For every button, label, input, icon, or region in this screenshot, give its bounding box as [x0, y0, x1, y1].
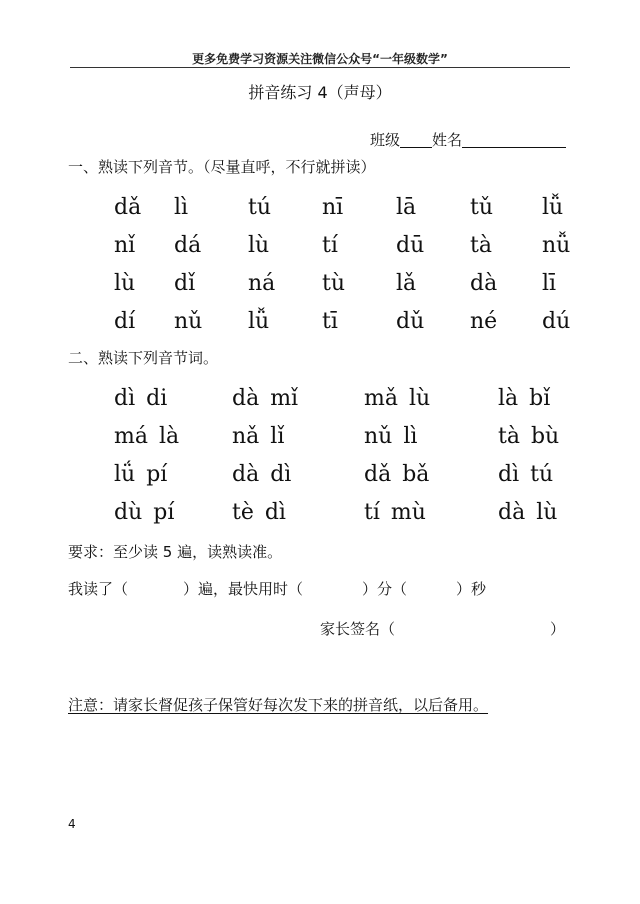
section1-heading: 一、熟读下列音节。（尽量直呼，不行就拼读） — [68, 158, 376, 176]
syllable-r1-c2: lì — [174, 195, 189, 220]
syllable-r2-c5: dū — [396, 233, 425, 258]
syllable-r3-c6: dà — [470, 271, 498, 296]
syllable-r4-c6: né — [470, 309, 498, 334]
syllable-r3-c7: lī — [542, 271, 557, 296]
page-header: 更多免费学习资源关注微信公众号“一年级数学” — [192, 52, 448, 66]
name-blank[interactable] — [462, 131, 566, 148]
word-r2-c3: nǔ lì — [364, 424, 418, 449]
record-part-4: ）秒 — [456, 580, 487, 598]
word-r4-c2: tè dì — [232, 500, 286, 525]
syllable-r3-c3: ná — [248, 271, 276, 296]
syllable-r2-c6: tà — [470, 233, 492, 258]
syllable-r1-c3: tú — [248, 195, 272, 220]
syllable-r3-c1: lù — [114, 271, 136, 296]
syllable-r2-c4: tí — [322, 233, 338, 258]
word-r1-c3: mǎ lù — [364, 386, 431, 411]
record-part-3: ）分（ — [362, 580, 408, 598]
class-blank[interactable] — [400, 131, 432, 148]
syllable-r1-c5: lā — [396, 195, 417, 220]
syllable-r2-c3: lù — [248, 233, 270, 258]
notice-text: 注意：请家长督促孩子保管好每次发下来的拼音纸，以后备用。 — [68, 696, 489, 714]
page-number: 4 — [68, 817, 76, 831]
syllable-r2-c1: nǐ — [114, 233, 136, 258]
name-label: 姓名 — [432, 131, 463, 149]
word-r3-c3: dǎ bǎ — [364, 462, 430, 487]
worksheet-title: 拼音练习 4（声母） — [248, 83, 392, 102]
word-r2-c1: má là — [114, 424, 180, 449]
syllable-r2-c2: dá — [174, 233, 202, 258]
syllable-r1-c7: lǚ — [542, 195, 564, 220]
syllable-r1-c6: tǔ — [470, 195, 494, 220]
section2-heading: 二、熟读下列音节词。 — [68, 349, 219, 367]
syllable-r4-c4: tī — [322, 309, 338, 334]
syllable-r2-c7: nǚ — [542, 233, 571, 258]
syllable-r3-c2: dǐ — [174, 271, 196, 296]
syllable-r4-c3: lǚ — [248, 309, 270, 334]
word-r1-c4: là bǐ — [498, 386, 551, 411]
syllable-r3-c4: tù — [322, 271, 346, 296]
record-part-1: 我读了（ — [68, 580, 129, 598]
word-r4-c1: dù pí — [114, 500, 175, 525]
word-r3-c2: dà dì — [232, 462, 292, 487]
word-r2-c4: tà bù — [498, 424, 560, 449]
word-r3-c4: dì tú — [498, 462, 554, 487]
word-r1-c2: dà mǐ — [232, 386, 299, 411]
parent-sign-label: 家长签名（ — [320, 620, 396, 638]
syllable-r1-c4: nī — [322, 195, 344, 220]
word-r3-c1: lǘ pí — [114, 462, 168, 487]
requirement-text: 要求：至少读 5 遍，读熟读准。 — [68, 543, 283, 561]
parent-sign-close: ） — [550, 620, 566, 638]
syllable-r4-c7: dú — [542, 309, 571, 334]
class-label: 班级 — [370, 131, 401, 149]
record-part-2: ）遍，最快用时（ — [183, 580, 304, 598]
syllable-r4-c5: dǔ — [396, 309, 425, 334]
syllable-r4-c2: nǔ — [174, 309, 203, 334]
syllable-r3-c5: lǎ — [396, 271, 417, 296]
word-r4-c3: tí mù — [364, 500, 426, 525]
syllable-r4-c1: dí — [114, 309, 136, 334]
syllable-r1-c1: dǎ — [114, 195, 142, 220]
student-info — [370, 129, 566, 150]
word-r1-c1: dì di — [114, 386, 168, 411]
header-divider — [70, 67, 570, 68]
word-r2-c2: nǎ lǐ — [232, 424, 285, 449]
word-r4-c4: dà lù — [498, 500, 558, 525]
